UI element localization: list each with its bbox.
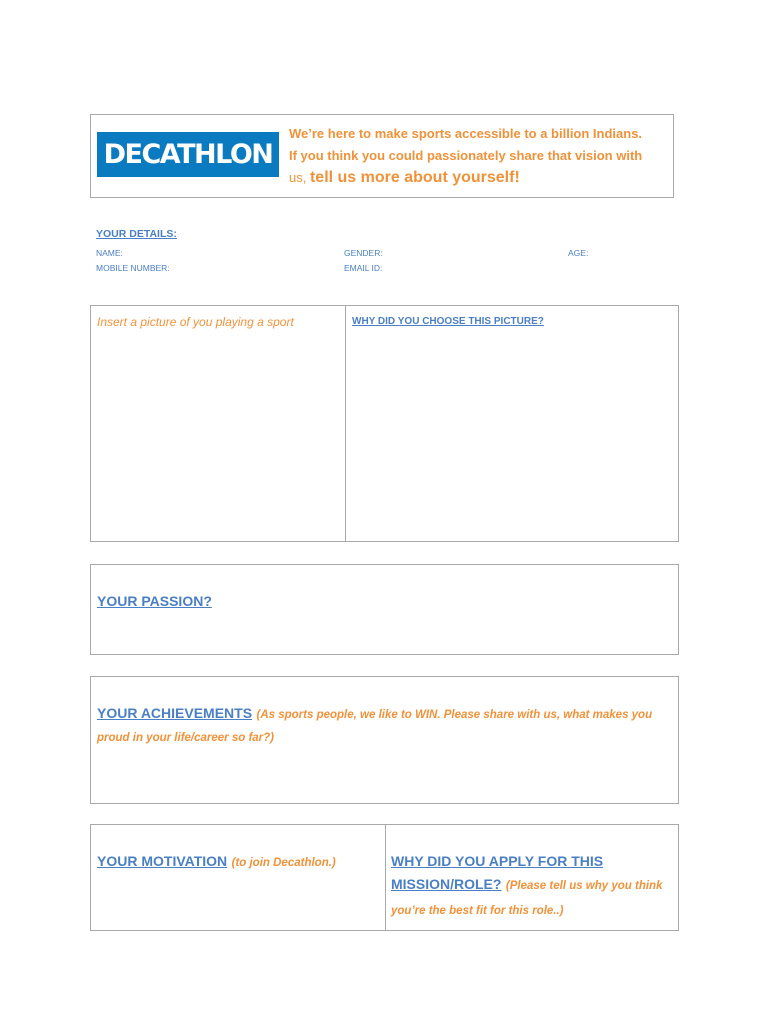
motivation-note: (to join Decathlon.)	[231, 857, 336, 869]
why-picture-box[interactable]	[345, 305, 679, 542]
picture-hint: Insert a picture of you playing a sport	[97, 315, 294, 329]
mobile-label: MOBILE NUMBER:	[96, 263, 170, 273]
header-line-3-prefix: us,	[289, 170, 307, 185]
logo-text: DECATHLON	[103, 139, 273, 170]
why-picture-title: WHY DID YOU CHOOSE THIS PICTURE?	[352, 316, 544, 327]
achievements-title: YOUR ACHIEVEMENTS	[97, 705, 253, 721]
achievements-note: (As sports people, we like to WIN. Please share with us, what makes you proud in your life/career so far?)	[97, 709, 653, 744]
header-line-1: We’re here to make sports accessible to a billion Indians.	[289, 126, 643, 141]
passion-title: YOUR PASSION?	[97, 593, 212, 609]
header-line-3	[289, 167, 669, 189]
email-label: EMAIL ID:	[344, 263, 383, 273]
gender-label: GENDER:	[344, 248, 383, 258]
apply-reason-title: WHY DID YOU APPLY FOR THIS MISSION/ROLE?	[391, 853, 604, 892]
header-line-2: If you think you could passionately share that vision with	[289, 148, 643, 163]
apply-reason-text	[391, 850, 671, 923]
details-title: YOUR DETAILS:	[96, 228, 177, 240]
header-box	[90, 114, 674, 198]
achievements-box[interactable]	[90, 676, 679, 804]
motivation-title: YOUR MOTIVATION	[97, 853, 228, 869]
picture-box[interactable]	[90, 305, 346, 542]
header-message	[289, 123, 669, 189]
achievements-text	[97, 702, 667, 749]
motivation-box[interactable]	[90, 824, 386, 931]
apply-reason-note: (Please tell us why you think you’re the best fit for this role..)	[391, 880, 663, 917]
age-label: AGE:	[568, 248, 589, 258]
motivation-text	[97, 850, 382, 874]
name-label: NAME:	[96, 248, 123, 258]
decathlon-logo	[97, 132, 279, 177]
header-line-3-emphasis: tell us more about yourself!	[309, 169, 520, 186]
apply-reason-box[interactable]	[385, 824, 679, 931]
passion-box[interactable]	[90, 564, 679, 655]
